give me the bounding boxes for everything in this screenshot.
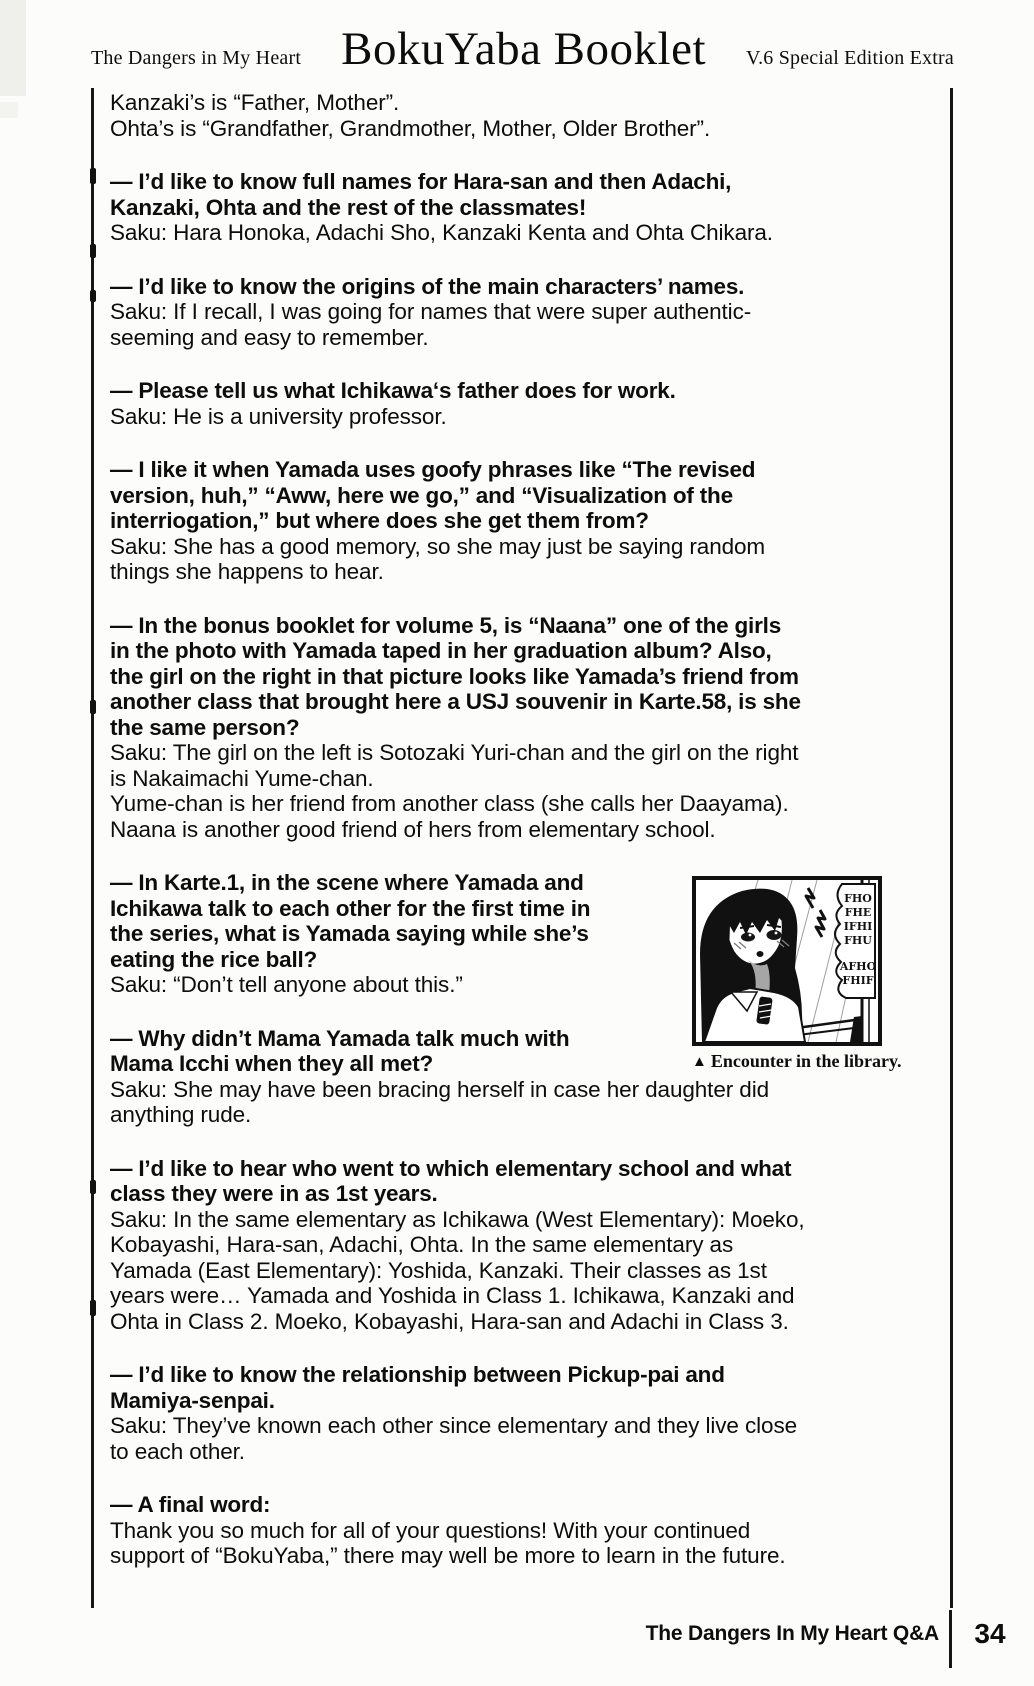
page-number: 34 — [974, 1618, 1006, 1649]
answer-block — [110, 1413, 934, 1464]
answer-line: Saku: “Don’t tell anyone about this.” — [110, 972, 463, 997]
question-line: the same person? — [110, 714, 300, 740]
scan-rule-mark — [90, 168, 96, 184]
answer-block — [110, 534, 934, 585]
answer-line: seeming and easy to remember. — [110, 324, 429, 350]
qa-section-final-word — [110, 1492, 934, 1569]
svg-text:AFHO: AFHO — [839, 960, 877, 973]
question-line: the girl on the right in that picture looks like Yamada’s friend from — [110, 663, 799, 689]
qa-sections — [110, 169, 934, 1569]
answer-line: Saku: The girl on the left is Sotozaki Yuri-chan and the girl on the right — [110, 740, 799, 765]
qa-section-goofy-phrases — [110, 457, 934, 585]
manga-panel — [692, 876, 882, 1046]
question-line: — I’d like to know full names for Hara-san and then Adachi, — [110, 169, 732, 194]
footer-title: The Dangers In My Heart Q&A — [645, 1622, 939, 1645]
answer-line: Saku: If I recall, I was going for names that were super authentic- — [110, 299, 752, 324]
answer-line: Yamada (East Elementary): Yoshida, Kanzaki. Their classes as 1st — [110, 1257, 767, 1283]
svg-text:FHIF: FHIF — [842, 974, 874, 987]
answer-block — [110, 1077, 934, 1128]
answer-line: years were… Yamada and Yoshida in Class 1. Ichikawa, Kanzaki and — [110, 1283, 795, 1308]
question-line: another class that brought here a USJ souvenir in Karte.58, is she — [110, 689, 801, 714]
intro-line: Ohta’s is “Grandfather, Grandmother, Mother, Older Brother”. — [110, 115, 711, 141]
figure-caption — [692, 1051, 934, 1072]
footer-divider — [949, 1610, 952, 1668]
answer-line: Naana is another good friend of hers from elementary school. — [110, 816, 716, 842]
qa-section-father-work — [110, 378, 934, 429]
answer-line: is Nakaimachi Yume-chan. — [110, 765, 374, 791]
answer-block — [110, 220, 934, 246]
edition-label: V.6 Special Edition Extra — [746, 47, 954, 69]
question-line: — A final word: — [110, 1492, 271, 1517]
answer-line: support of “BokuYaba,” there may well be more to learn in the future. — [110, 1543, 786, 1568]
question-line: — In Karte.1, in the scene where Yamada and — [110, 870, 584, 895]
booklet-title: BokuYaba Booklet — [341, 23, 707, 75]
intro-paragraph — [110, 90, 934, 141]
answer-block — [110, 1207, 934, 1335]
scan-rule-mark — [90, 700, 96, 714]
qa-section-full-names — [110, 169, 934, 246]
question-line: — I’d like to know the relationship between Pickup-pai and — [110, 1362, 725, 1387]
question-line: interriogation,” but where does she get them from? — [110, 508, 649, 533]
qa-section-pickup-mamiya — [110, 1362, 934, 1464]
answer-line: Saku: In the same elementary as Ichikawa (West Elementary): Moeko, — [110, 1206, 805, 1232]
answer-line: things she happens to hear. — [110, 559, 384, 584]
answer-line: Saku: She has a good memory, so she may just be saying random — [110, 533, 766, 559]
answer-line: Yume-chan is her friend from another class (she calls her Daayama). — [110, 791, 789, 816]
answer-line: Kobayashi, Hara-san, Adachi, Ohta. In the same elementary as — [110, 1232, 734, 1257]
page-header — [91, 23, 954, 75]
qa-section-naana — [110, 613, 934, 843]
question-line: class they were in as 1st years. — [110, 1181, 438, 1206]
question-line: — I like it when Yamada uses goofy phrases like “The revised — [110, 457, 756, 482]
question-line: the series, what is Yamada saying while she’s — [110, 921, 589, 946]
qa-section-elementary — [110, 1156, 934, 1335]
svg-text:FHU: FHU — [844, 934, 872, 947]
scan-rule-mark — [90, 1300, 96, 1316]
series-title: The Dangers in My Heart — [91, 47, 302, 69]
svg-text:IFHI: IFHI — [843, 920, 873, 933]
svg-text:FHO: FHO — [844, 892, 872, 905]
question-line: — Please tell us what Ichikawa‘s father does for work. — [110, 378, 676, 403]
manga-panel-figure — [692, 876, 934, 1072]
caption-text: Encounter in the library. — [710, 1051, 902, 1071]
question-line: — In the bonus booklet for volume 5, is “Naana” one of the girls — [110, 612, 782, 638]
answer-line: Thank you so much for all of your questions! With your continued — [110, 1517, 751, 1543]
question-line: — I’d like to hear who went to which elementary school and what — [110, 1155, 792, 1181]
svg-text:FHE: FHE — [844, 906, 872, 919]
answer-line: to each other. — [110, 1438, 245, 1464]
question-line: Kanzaki, Ohta and the rest of the classmates! — [110, 194, 587, 220]
answer-block — [110, 740, 934, 842]
qa-section-name-origins — [110, 274, 934, 351]
question-line: in the photo with Yamada taped in her graduation album? Also, — [110, 638, 772, 663]
question-line: version, huh,” “Aww, here we go,” and “Visualization of the — [110, 482, 733, 508]
library-scene-illustration — [696, 880, 878, 1042]
answer-block — [110, 299, 934, 350]
question-line: Mamiya-senpai. — [110, 1387, 275, 1413]
question-line: Mama Icchi when they all met? — [110, 1051, 434, 1076]
answer-line: Saku: He is a university professor. — [110, 403, 447, 429]
answer-line: Saku: Hara Honoka, Adachi Sho, Kanzaki Kenta and Ohta Chikara. — [110, 220, 773, 245]
answer-block — [110, 404, 934, 430]
caption-triangle-icon: ▲ — [692, 1054, 707, 1070]
question-line: — Why didn’t Mama Yamada talk much with — [110, 1025, 570, 1051]
answer-line: anything rude. — [110, 1102, 252, 1127]
intro-line: Kanzaki’s is “Father, Mother”. — [110, 90, 400, 115]
scan-rule-mark — [90, 290, 96, 302]
scan-rule-mark — [90, 1180, 96, 1194]
scan-smudge — [0, 0, 26, 96]
question-line: — I’d like to know the origins of the main characters’ names. — [110, 273, 745, 299]
question-line: Ichikawa talk to each other for the first time in — [110, 895, 591, 921]
question-line: eating the rice ball? — [110, 946, 318, 972]
answer-line: Ohta in Class 2. Moeko, Kobayashi, Hara-san and Adachi in Class 3. — [110, 1308, 789, 1334]
scan-rule-mark — [90, 244, 96, 258]
answer-block — [110, 1518, 934, 1569]
scan-smudge — [0, 102, 18, 118]
answer-line: Saku: They’ve known each other since elementary and they live close — [110, 1413, 798, 1438]
answer-line: Saku: She may have been bracing herself in case her daughter did — [110, 1076, 770, 1102]
qa-body-column — [91, 88, 953, 1608]
